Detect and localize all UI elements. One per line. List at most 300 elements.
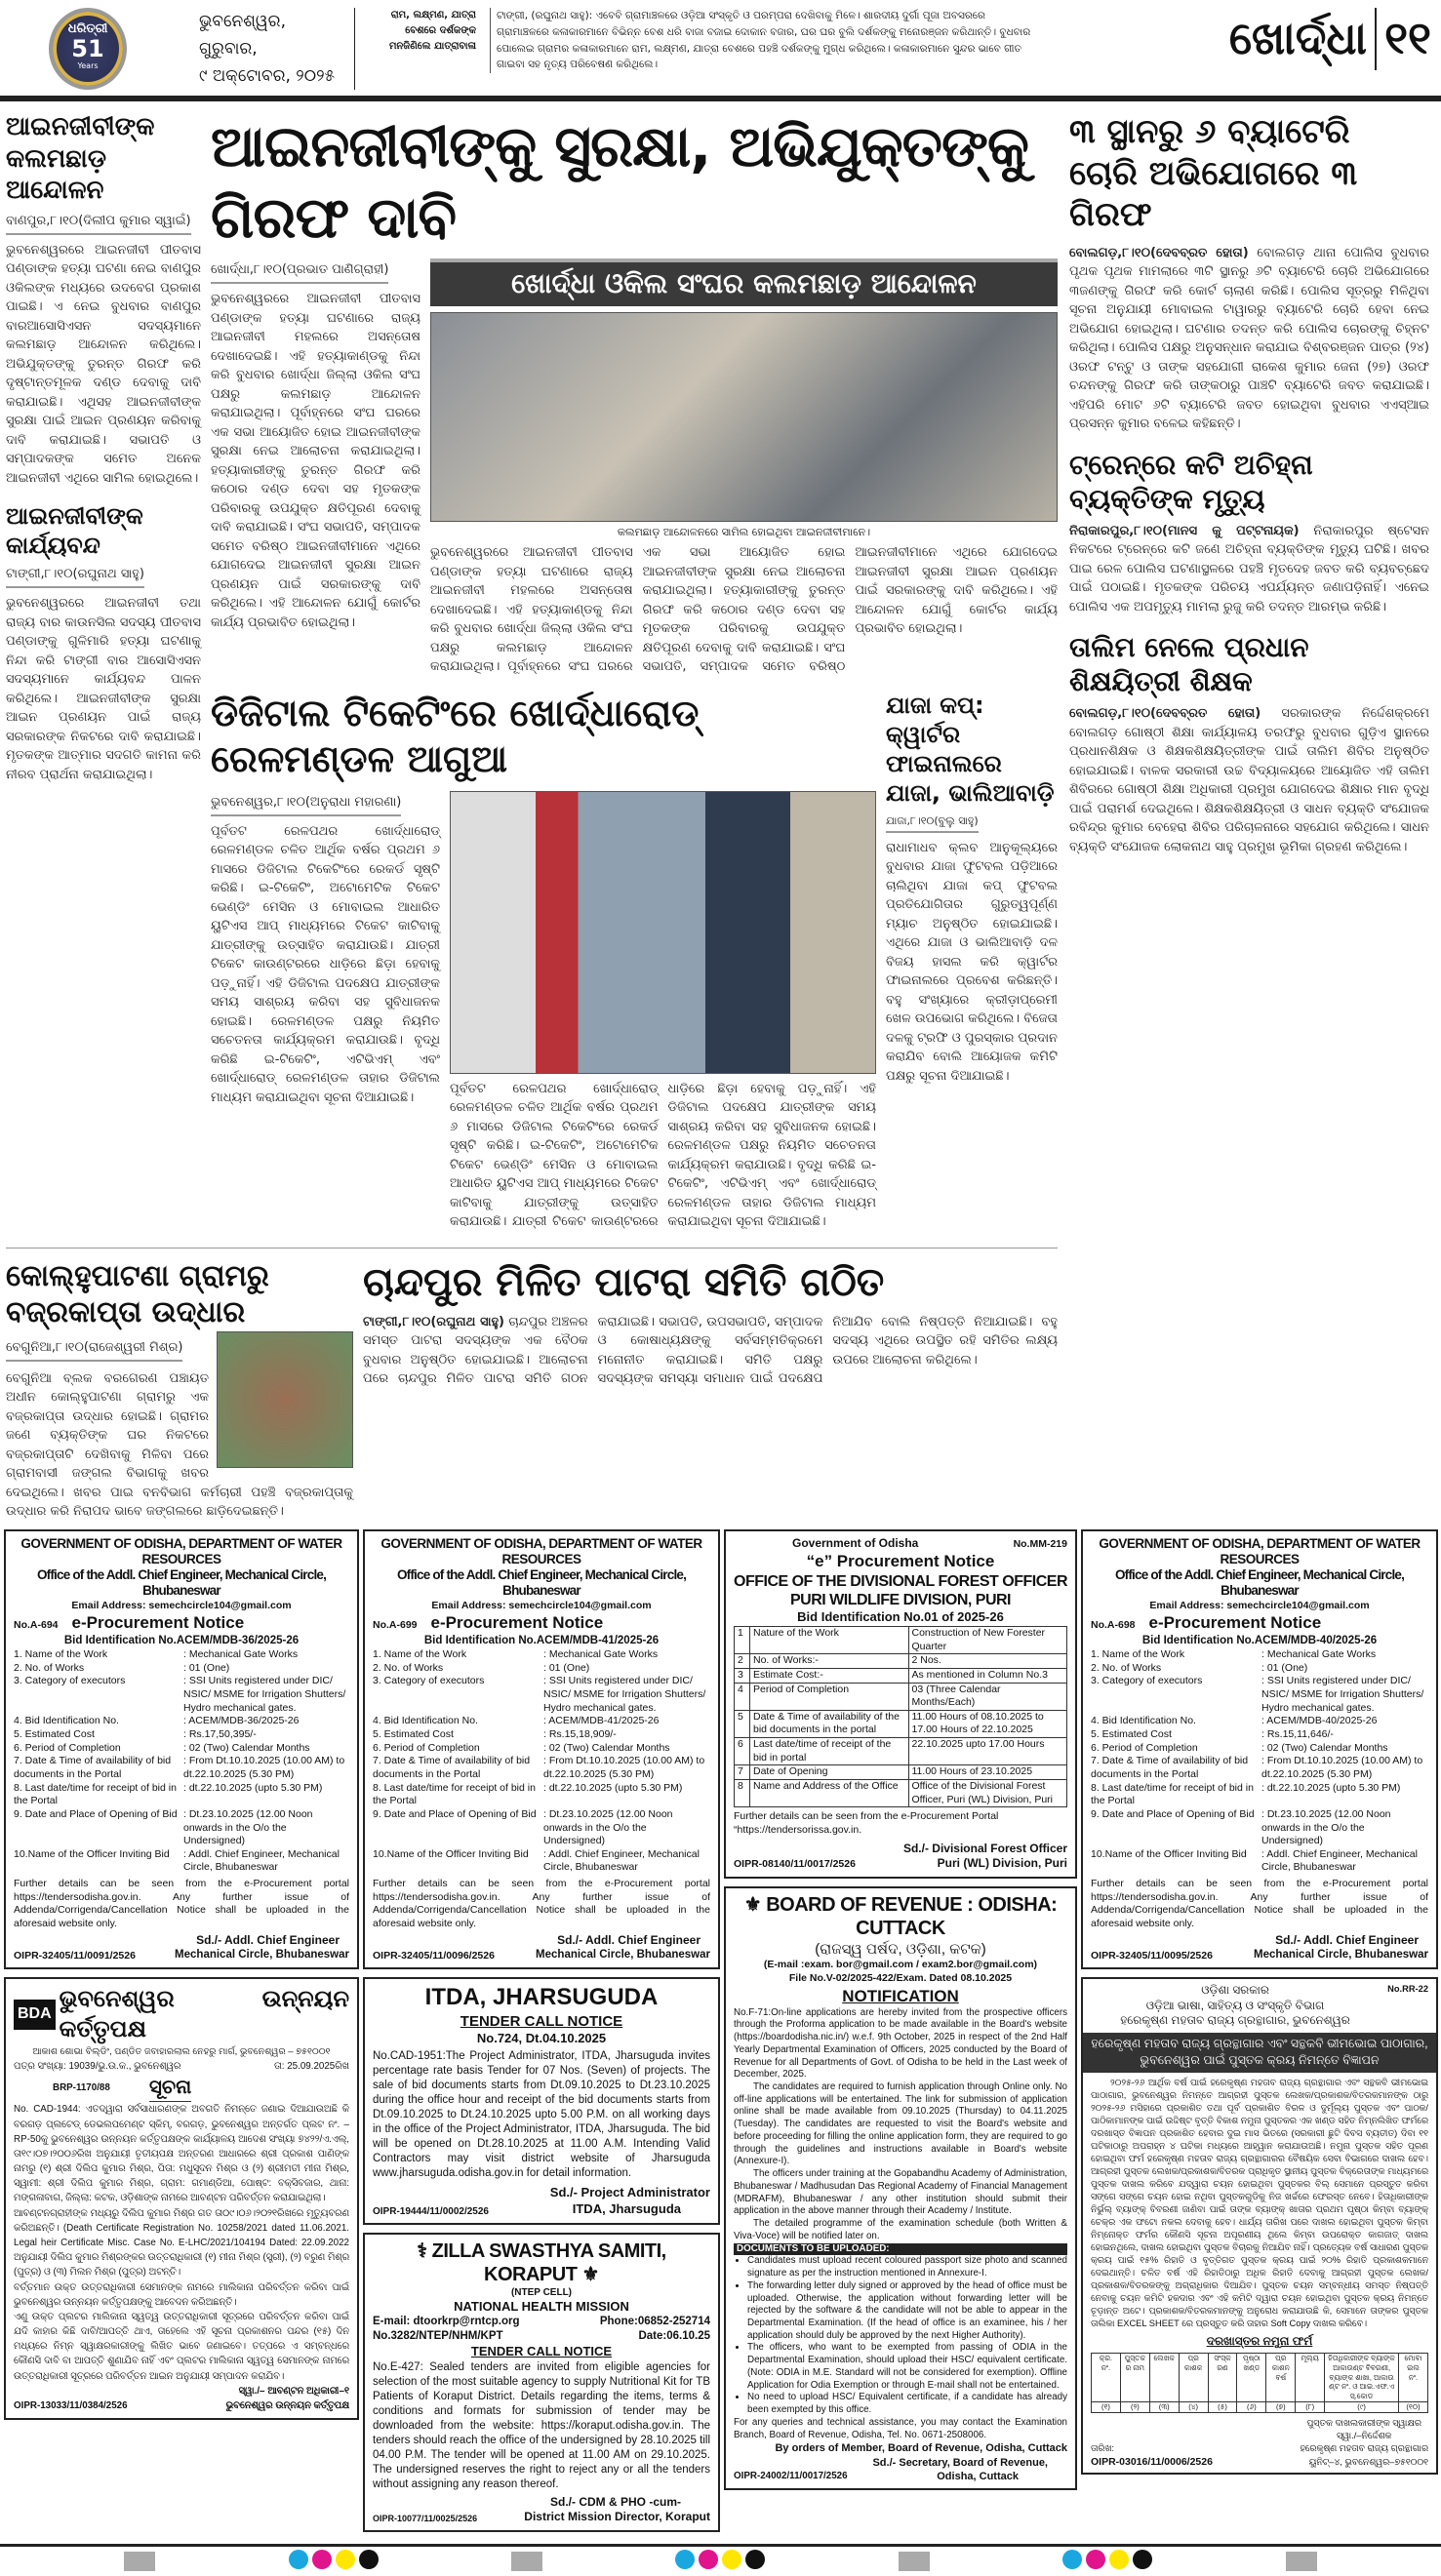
detail-label: 5. Estimated Cost bbox=[373, 1728, 454, 1741]
ad-email: Email Address: semechcircle104@gmail.com bbox=[1149, 1599, 1370, 1611]
detail-value: : Mechanical Gate Works bbox=[183, 1648, 299, 1661]
detail-label: 10.Name of the Officer Inviting Bid bbox=[1091, 1847, 1247, 1860]
ad-number: No.A-698 bbox=[1091, 1619, 1136, 1632]
tender-detail-row bbox=[373, 1662, 710, 1676]
ad-subtitle: TENDER CALL NOTICE bbox=[460, 2012, 623, 2030]
ad-office: OFFICE OF THE DIVISIONAL FOREST OFFICER bbox=[734, 1572, 1067, 1590]
black-dot bbox=[1133, 2550, 1152, 2569]
ad-applicant-sign: ପୁସ୍ତକ ଦାଖଲକାରୀଙ୍କ ସ୍ୱାକ୍ଷର bbox=[1306, 2417, 1421, 2428]
detail-label: 2. No. of Works bbox=[373, 1661, 444, 1674]
story-pangolin-rescue bbox=[6, 1258, 353, 1522]
pangolin-photo bbox=[217, 1331, 353, 1468]
table-row bbox=[735, 1683, 1067, 1710]
column-header: ସଂସ୍କରଣ bbox=[1208, 2354, 1237, 2402]
ad-paragraph: The officers under training at the Gopabandhu Academy of Administration, Bhubaneswar / Madhusudan Das Regional Academy of Financial Management (MDRAFM), Bhubaneswar / any other institution should submit their application in the above manner through their Academy / Institute. bbox=[734, 2168, 1068, 2217]
table-cell: 7 bbox=[735, 1765, 750, 1780]
ad-footer: Further details can be seen from the e-Procurement portal https://tendersodisha.gov.in. Any further issue of Addenda/Corrigenda/Cancellation Notice shall be uploaded in the aforesaid website only. bbox=[373, 1878, 710, 1930]
column-header: କ୍ର. ନଂ. bbox=[1092, 2354, 1121, 2402]
state-library-book-purchase-ad bbox=[1081, 1977, 1438, 2475]
detail-value: : 02 (Two) Calendar Months bbox=[543, 1741, 670, 1754]
black-dot bbox=[745, 2550, 765, 2569]
headline: ଯାଜା କପ୍‌: କ୍ୱାର୍ଟର ଫାଇନାଲରେ ଯାଜା, ଭାଲିଆବାଡ଼ି bbox=[886, 691, 1055, 807]
headline: କୋଲ୍ହୁପାଟଣା ଗ୍ରାମରୁ ବଜ୍ରକାପ୍ତା ଉଦ୍ଧାର bbox=[6, 1258, 269, 1330]
ad-department: ଓଡ଼ିଆ ଭାଷା, ସାହିତ୍ୟ ଓ ସଂସ୍କୃତି ବିଭାଗ bbox=[1145, 1998, 1325, 2012]
ad-paragraph: ଆବଣ୍ଟନଗ୍ରାହୀଙ୍କ ମଧ୍ୟରୁ ଦିଲିପ କୁମାର ମିଶ୍ର ଗତ ତା୦୯।୦୬।୨୦୨୧ରିଖରେ ମୃତ୍ୟୁବରଣ କରିଅଛନ୍ତି। (Death Certificate Registration No. 10258/2021 dated 11.06.2021. Legal heir Certificate Misc. Case No. E-LHC/2021/104194 Dated: 22.09.2022 ଅନୁଯାୟୀ ଦିଲିପ କୁମାର ମିଶ୍ରଙ୍କର ଉତ୍ତରାଧିକାରୀ (୧) ମୀନା ମିଶ୍ର (ସ୍ତ୍ରୀ), (୨) ବରୁଣ ମିଶ୍ର (ପୁତ୍ର) ଓ (୩) ମିଲନ ମିଶ୍ର (ପୁତ୍ର) ଅଟନ୍ତି। bbox=[14, 2207, 349, 2279]
ad-oipr: OIPR-10077/11/0025/2526 bbox=[373, 2514, 478, 2524]
issue-date bbox=[199, 8, 355, 90]
story-body: ବେଗୁନିଆ ବ୍ଲକ ବରଗେରଣ ପଞ୍ଚାୟତ ଅଧୀନ କୋଲ୍ହୁପାଟଣା ଗ୍ରାମରୁ ଏକ ବଜ୍ରକାପ୍ତା ଉଦ୍ଧାର ହୋଇଛି। ଗ୍ରାମର ଜଣେ ବ୍ୟକ୍ତିଙ୍କ ଘର ନିକଟରେ ବଜ୍ରକାପ୍ତାଟି ଦେଖିବାକୁ ମିଳିବା ପରେ ଗ୍ରାମବାସୀ ଜଙ୍ଗଲ ବିଭାଗକୁ ଖବର ଦେଇଥିଲେ। ଖବର ପାଇ ବନବିଭାଗ କର୍ମଚାରୀ ପହଞ୍ଚି ବଜ୍ରକାପ୍ତାକୁ ଉଦ୍ଧାର କରି ନିରାପଦ ଭାବେ ଜଙ୍ଗଲରେ ଛାଡ଼ିଦେଇଛନ୍ତି। bbox=[6, 1370, 353, 1520]
tender-detail-row bbox=[373, 1782, 710, 1808]
tender-detail-row bbox=[373, 1742, 710, 1756]
logo-text: ଧରିତ୍ରୀ bbox=[67, 21, 108, 36]
detail-value: : From Dt.10.10.2025 (10.00 AM) to dt.22.10.2025 (5.30 PM) bbox=[543, 1755, 705, 1780]
detail-value: : ACEM/MDB-41/2025-26 bbox=[543, 1715, 660, 1727]
detail-label: 4. Bid Identification No. bbox=[14, 1715, 119, 1727]
ad-title: e-Procurement Notice bbox=[1148, 1613, 1322, 1633]
table-row bbox=[735, 1710, 1067, 1737]
cmyk-marks bbox=[673, 2550, 767, 2573]
date-line-2: ୯ ଅକ୍ଟୋବର, ୨୦୨୫ bbox=[199, 66, 336, 86]
gray-swatch bbox=[899, 2552, 930, 2571]
table-cell: Nature of the Work bbox=[750, 1626, 909, 1653]
news-area bbox=[0, 101, 1441, 1529]
ad-body: No.E-427: Sealed tenders are invited from eligible agencies for selection of the most suitable agency to supply Nutritional Kit for TB Patients of Koraput District. Details regarding the items, terms & conditions and formats for submission of tender may be downloaded from the website: https://koraput.odisha.gov.in. The tenders should reach the office of the undersigned by 28.10.2025 till 04.00 P.M. The tender will be opened at 11.00 AM on 29.10.2025. The undersigned reserves the right to reject any or all the tenders without assigning any reason thereof. bbox=[373, 2361, 710, 2490]
ad-title: ZILLA SWASTHYA SAMITI, KORAPUT bbox=[431, 2239, 666, 2285]
column-header: ହିତାଧିକାରୀଙ୍କ ବ୍ୟାଙ୍କ ଆକାଉଣ୍ଟ ବିବରଣୀ, ବ୍ୟାଙ୍କ ଶାଖା, ଆକାଉଣ୍ଟ ନଂ. ଓ ଆଇ.ଏଫ.ଏସ୍.କୋଡ bbox=[1325, 2354, 1399, 2402]
tender-detail-row bbox=[373, 1808, 710, 1848]
tender-detail-row bbox=[1091, 1648, 1428, 1662]
ad-banner: ହରେକୃଷ୍ଣ ମହତାବ ରାଜ୍ୟ ଗ୍ରନ୍ଥାଗାର ଏବଂ ସନ୍ଥକବି ଭୀମଭୋଇ ପାଠାଗାର, ଭୁବନେଶ୍ୱର ପାଇଁ ପୁସ୍ତକ କ୍ରୟ ନିମନ୍ତେ ବିଜ୍ଞାପନ bbox=[1083, 2033, 1436, 2073]
ad-subtitle: TENDER CALL NOTICE bbox=[470, 2344, 613, 2359]
table-cell: 8 bbox=[735, 1779, 750, 1806]
detail-value: : Rs.17,50,395/- bbox=[183, 1728, 257, 1741]
story-body bbox=[363, 1313, 1058, 1389]
masthead-logo bbox=[49, 8, 127, 90]
tender-detail-row bbox=[373, 1648, 710, 1662]
photo-caption: କଲମଛାଡ଼ ଆନ୍ଦୋଳନରେ ସାମିଲ ହୋଇଥିବା ଆଇନଜୀବୀମାନେ। bbox=[617, 525, 871, 538]
table-cell: Construction of New Forester Quarter bbox=[908, 1626, 1067, 1653]
ad-title: e-Procurement Notice bbox=[430, 1613, 604, 1633]
itda-tender-ad bbox=[363, 1977, 720, 2224]
ad-brp: BRP-1170/88 bbox=[53, 2082, 110, 2094]
ads-column-1 bbox=[4, 1529, 359, 2428]
detail-value: : SSI Units registered under DIC/ NSIC/ MSME for Irrigation Shutters/ Hydro mechanical gates. bbox=[543, 1675, 706, 1714]
ad-gov: ଓଡ଼ିଶା ସରକାର bbox=[1201, 1983, 1269, 1998]
table-row bbox=[735, 1765, 1067, 1780]
ticketing-body: ପୂର୍ବତଟ ରେଳପଥର ଖୋର୍ଦ୍ଧାରୋଡ୍ ରେଳମଣ୍ଡଳ ଚଳିତ ଆର୍ଥିକ ବର୍ଷର ପ୍ରଥମ ୬ ମାସରେ ଡିଜିଟାଲ ଟିକେଟିଂରେ ରେକର୍ଡ ସୃଷ୍ଟି କରିଛି। ଇ-ଟିକେଟିଂ, ଅଟୋମେଟିକ ଟିକେଟ ଭେଣ୍ଡିଂ ମେସିନ ଓ ମୋବାଇଲ ଆଧାରିତ ୟୁଟିଏସ ଆପ୍‌ ମାଧ୍ୟମରେ ଟିକେଟ କାଟିବାକୁ ଯାତ୍ରୀଙ୍କୁ ଉତ୍ସାହିତ କରାଯାଉଛି। ଯାତ୍ରୀ ଟିକେଟ କାଉଣ୍ଟରରେ ଧାଡ଼ିରେ ଛିଡ଼ା ହେବାକୁ ପଡ଼ୁନାହିଁ। ଏହି ଡିଜିଟାଲ ପଦକ୍ଷେପ ଯାତ୍ରୀଙ୍କ ସମୟ ସାଶ୍ରୟ କରିବା ସହ ସୁବିଧାଜନକ ହୋଇଛି। ରେଳମଣ୍ଡଳ ପକ୍ଷରୁ ନିୟମିତ ସଚେତନତା କାର୍ଯ୍ୟକ୍ରମ କରାଯାଉଛି। ବୃଦ୍ଧି କରିଛି ଇ-ଟିକେଟିଂ, ଏଟିଭିଏମ୍ ଏବଂ ଖୋର୍ଦ୍ଧାରୋଡ୍ ରେଳମଣ୍ଡଳ ତାହାର ଡିଜିଟାଲ ମାଧ୍ୟମ କରାଯାଇଥିବା ସୂଚନା ଦିଆଯାଇଛି। bbox=[211, 823, 440, 1105]
detail-value: : Mechanical Gate Works bbox=[543, 1648, 659, 1661]
table-row bbox=[735, 1668, 1067, 1683]
ticketing-dateline: ଭୁବନେଶ୍ୱର,୮।୧୦(ଅନୁରାଧା ମହାରଣା) bbox=[211, 794, 401, 816]
ticket-machine-photo bbox=[450, 791, 876, 1074]
lead-banner: ଖୋର୍ଦ୍ଧା ଓକିଲ ସଂଘର କଲମଛାଡ଼ ଆନ୍ଦୋଳନ bbox=[430, 258, 1058, 306]
table-cell: 11.00 Hours of 08.10.2025 to 17.00 Hours of 22.10.2025 bbox=[908, 1710, 1067, 1737]
yellow-dot bbox=[1109, 2550, 1129, 2569]
ticketing-row bbox=[211, 691, 1058, 1232]
documents-list bbox=[734, 2255, 1067, 2417]
ad-paragraph: No. CAD-1944: ଏତଦ୍ୱାରା ସର୍ବସାଧାରଣଙ୍କ ଅବଗତି ନିମନ୍ତେ ଜଣାଇ ଦିଆଯାଉଅଛି କି ବରଗଡ଼ ପ୍ଲଟେଡ୍ ଡେଭଲପମେଣ୍ଟ ସ୍କିମ୍, ବରଗଡ଼, ଭୁବନେଶ୍ୱର ଅନ୍ତର୍ଗତ ପ୍ଲଟ ନଂ. – RP-50କୁ ଭୁବନେଶ୍ୱର ଉନ୍ନୟନ କର୍ତ୍ତୃପକ୍ଷଙ୍କ କାର୍ଯ୍ୟାଳୟ ଆଦେଶ ସଂଖ୍ୟା ୭୪୨୨/ଏ.ଏଲ୍, ତା୧୯।୦୭।୨୦୦୬ରିଖ ଅନୁଯାୟୀ ତୃତୀୟପକ୍ଷ ଅନ୍ତରଣ ଆଧାରରେ ଶ୍ରୀ ପ୍ରକାଶ ପାଣିଙ୍କ ନାମରୁ (୧) ଶ୍ରୀ ଦିଲିପ କୁମାର ମିଶ୍ର, ପିତା: ମଧୁସୂଦନ ମିଶ୍ର ଓ (୨) ଶ୍ରୀମତୀ ମୀନା ମିଶ୍ର, ସ୍ୱାମୀ: ଶ୍ରୀ ଦିଲିପ କୁମାର ମିଶ୍ର, ଗ୍ରାମ: ଗମାଣ୍ଡିଆ, ପୋଷ୍ଟ: ବକ୍ସିବଜାର, ଥାନା: ମଙ୍ଗଳାବାଗ, ଜିଲ୍ଲା: କଟକ, ଓଡ଼ିଶାଙ୍କ ନାମରେ ଆବଣ୍ଟନ ପରିବର୍ତ୍ତନ କରାଯାଇଥିଲା। bbox=[14, 2104, 349, 2204]
ad-oipr: OIPR-08140/11/0017/2526 bbox=[734, 1858, 856, 1871]
tender-detail-row bbox=[373, 1675, 710, 1715]
lead-photo-block bbox=[430, 258, 1058, 677]
detail-label: 6. Period of Completion bbox=[14, 1741, 121, 1754]
tender-detail-row bbox=[14, 1742, 349, 1756]
detail-label: 7. Date & Time of availability of bid documents in the Portal bbox=[373, 1755, 531, 1780]
upper-news bbox=[6, 111, 1058, 1232]
logo-years: 51 bbox=[71, 35, 104, 62]
detail-value: : Dt.23.10.2025 (12.00 Noon onwards in the O/o the Undersigned) bbox=[543, 1807, 673, 1847]
tender-detail-row bbox=[14, 1648, 349, 1662]
tender-detail-row bbox=[373, 1755, 710, 1781]
table-cell: 6 bbox=[735, 1738, 750, 1765]
ad-signatory: Sd./- Project Administrator bbox=[549, 2184, 710, 2200]
lower-news bbox=[6, 1248, 1058, 1522]
story-body: ଭୁବନେଶ୍ୱରରେ ଆଇନଜୀବୀ ପୀତବାସ ପଣ୍ଡାଙ୍କ ହତ୍ୟା ଘଟଣା ନେଇ ବାଣପୁର ଓକିଲଙ୍କ ମଧ୍ୟରେ ଉଦବେଗ ପ୍ରକାଶ ପାଇଛି। ଏ ନେଇ ବୁଧବାର ବାଣପୁର ବାରଆସୋସିଏସନ ସଦସ୍ୟମାନେ କଲମଛାଡ଼ ଆନ୍ଦୋଳନ କରିଥିଲେ। ଅଭିଯୁକ୍ତଙ୍କୁ ତୁରନ୍ତ ଗିରଫ କରି ଦୃଷ୍ଟାନ୍ତମୂଳକ ଦଣ୍ଡ ଦେବାକୁ ଦାବି କରାଯାଇଛି। ଏଥିସହ ଆଇନଜୀବୀଙ୍କ ସୁରକ୍ଷା ପାଇଁ ଆଇନ ପ୍ରଣୟନ କରିବାକୁ ଦାବି କରାଯାଇଛି। ସଭାପତି ଓ ସମ୍ପାଦକଙ୍କ ସମେତ ଅନେକ ଆଇନଜୀବୀ ଏଥିରେ ସାମିଲ ହୋଇଥିଲେ। bbox=[6, 242, 201, 486]
detail-label: 5. Estimated Cost bbox=[14, 1728, 95, 1741]
divider bbox=[1375, 8, 1377, 70]
ad-office: Office of the Addl. Chief Engineer, Mechanical Circle, Bhubaneswar bbox=[36, 1567, 327, 1599]
ad-date: Date:06.10.25 bbox=[638, 2330, 710, 2343]
story-teacher-training bbox=[1069, 630, 1429, 856]
story-text: ବୋଲଗଡ଼ ଥାନା ପୋଲିସ ବୁଧବାର ପୃଥକ ପୃଥକ ମାମଲାରେ ୩ଟି ସ୍ଥାନରୁ ୬ଟି ବ୍ୟାଟେରି ଚୋରି ଅଭିଯୋଗରେ ୩ଜଣଙ୍କୁ ଗିରଫ କରି କୋର୍ଟ ଚାଲାଣ କରିଛି। ପୋଲିସ ସୂତ୍ରରୁ ମିଳିଥିବା ସୂଚନା ଅନୁଯାୟୀ ମୋବାଇଲ ଟାୱାରରୁ ବ୍ୟାଟେରି ଚୋରି ହେବା ନେଇ ଅଭିଯୋଗ ହୋଇଥିଲା। ଘଟଣାର ତଦନ୍ତ କରି ପୋଲିସ ଚୋରଙ୍କୁ ଚିହ୍ନଟ କରିଥିଲା। ପୋଲିସ ପକ୍ଷରୁ ଅନୁସନ୍ଧାନ କରାଯାଇ ବିଶ୍ବରଞ୍ଜନ ପାତ୍ର (୨୪) ଓରଫ ଟନ୍ଟୁ ଓ ତାଙ୍କ ସହଯୋଗୀ ରାକେଶ କୁମାର ଜେନା (୨୭) ଓରଫ ଚନ୍ଦନଙ୍କୁ ଗିରଫ କରି ତାଙ୍କଠାରୁ ପାଞ୍ଚଟି ବ୍ୟାଟେରି ଜବତ କରାଯାଇଛି। ଏହିପରି ମୋଟ ୬ଟି ବ୍ୟାଟେରି ଜବତ ହୋଇଥିବା ବୁଧବାର ଏଏସ୍‌ଆଇ ପ୍ରସନ୍ନ କୁମାର ବଳେଇ କହିଛନ୍ତି। bbox=[1069, 245, 1429, 431]
tender-detail-row bbox=[1091, 1782, 1428, 1808]
ad-ref: ପତ୍ର ସଂଖ୍ୟା: 19039/ଭୁ.ଉ.କ., ଭୁବନେଶ୍ୱର bbox=[14, 2061, 181, 2073]
lawyers-protest-photo bbox=[430, 312, 1058, 522]
masthead bbox=[0, 0, 1441, 96]
story-text: ସରକାରଙ୍କ ନିର୍ଦ୍ଦେଶକ୍ରମେ ବୋଲଗଡ଼ ଗୋଷ୍ଠୀ ଶିକ୍ଷା କାର୍ଯ୍ୟାଳୟ ତରଫରୁ ବୁଧବାର ଗୁଡ଼ିଏ ସ୍ଥାନରେ ପ୍ରଧାନଶିକ୍ଷକ ଓ ଶିକ୍ଷକଶିକ୍ଷୟିତ୍ରୀଙ୍କ ପାଇଁ ତାଲିମ ଶିବିର ଅନୁଷ୍ଠିତ ହୋଇଯାଇଛି। ବାଳକ ସରକାରୀ ଉଚ୍ଚ ବିଦ୍ୟାଳୟରେ ଆୟୋଜିତ ଏହି ତାଲିମ ଶିବିରରେ ଗୋଷ୍ଠୀ ଶିକ୍ଷା ଅଧିକାରୀ ପ୍ରମୁଖ ଯୋଗଦେଇ ଶିକ୍ଷାର ମାନ ବୃଦ୍ଧି ପାଇଁ ପରାମର୍ଶ ଦେଇଥିଲେ। ଶିକ୍ଷକଶିକ୍ଷୟିତ୍ରୀ ଓ ସାଧନ ବ୍ୟକ୍ତି ସଂଯୋଜକ ରବିନ୍ଦ୍ର କୁମାର ବେହେରା ଶିବିର ପରିଚାଳନାରେ ସହଯୋଗ କରିଥିଲେ। ସାଧନ ବ୍ୟକ୍ତି ସଂଯୋଜକ ଲୋକନାଥ ସାହୁ ପ୍ରମୁଖ ଭୂମିକା ଗ୍ରହଣ କରିଥିଲେ। bbox=[1069, 706, 1429, 854]
water-resources-tender-ad bbox=[4, 1529, 359, 1969]
story-lawyers-strike-tangi bbox=[6, 501, 201, 784]
ads-area bbox=[0, 1529, 1441, 2540]
ad-footer: Further details can be seen from the e-Procurement Portal “https://tendersorissa.gov.in. bbox=[734, 1810, 999, 1836]
column-header: ପୃଷ୍ଠା ଖଣ୍ଡ bbox=[1237, 2354, 1266, 2402]
ad-number: No.A-699 bbox=[373, 1619, 418, 1632]
forest-procurement-ad bbox=[724, 1529, 1077, 1879]
ads-column-2 bbox=[363, 1529, 720, 2540]
ad-body: ୨୦୨୫-୨୬ ଆର୍ଥିକ ବର୍ଷ ପାଇଁ ହରେକୃଷ୍ଣ ମହତାବ ରାଜ୍ୟ ଗ୍ରନ୍ଥାଗାର ଏବଂ ସନ୍ଥକବି ଭୀମଭୋଇ ପାଠାଗାର, ଭୁବନେଶ୍ୱର ନିମନ୍ତେ ଆଗ୍ରହୀ ପୁସ୍ତକ ଲେଖକ/ପ୍ରକାଶକ/ବିତରକମାନଙ୍କ ଠାରୁ ୨୦୨୫-୨୬ ମସିହାରେ ପ୍ରକାଶିତ ତଥା ପୂର୍ବ ପ୍ରକାଶିତ ବିରଳ ଓ ଦୁର୍ମୂଲ୍ୟ ପୁସ୍ତକ ଏବଂ ପାଠକ/ପାଠିକାମାନଙ୍କ ପାଇଁ ଉଦ୍ଦିଷ୍ଟ ବୃତ୍ତି ବିକାଶ ନମୁନା ପୁସ୍ତକର ଏକ ଖଣ୍ଡ ସହିତ ନିମ୍ନଲିଖିତ ଫର୍ମରେ ଦରଖାସ୍ତ ବିଜ୍ଞାପନ ପ୍ରକାଶିତ ହେବାର ଦୁଇ ମାସ ଭିତରେ (ସରକାରୀ ଛୁଟି ଦିବସ ବ୍ୟତୀତ) ଦିବା ୧୧ ଘଟିକାଠାରୁ ଅପରାହ୍ନ ୪ ଘଟିକା ମଧ୍ୟରେ ଆହ୍ୱାନ କରାଯାଉଅଛି। ନମୁନା ପୁସ୍ତକ ସହିତ ପୂରଣ ହୋଇଥିବା ଫର୍ମ ହରେକୃଷ୍ଣ ମହତାବ ରାଜ୍ୟ ଗ୍ରନ୍ଥାଗାରର ବୈଷୟିକ ସେବା ବିଭାଗରେ ଦାଖଲ ହେବ। ଆଗ୍ରହୀ ପୁସ୍ତକ ଲେଖକ/ପ୍ରକାଶକ/ବିତରକ ପ୍ରାଧିକୃତ ସ୍ଥାନୀୟ ପୁସ୍ତକ ବିକ୍ରେତାଙ୍କ ମାଧ୍ୟମରେ ପୁସ୍ତକ ଦାଖଲ କରିବେ ଯଦ୍ୱାରା ଚୟନ ହୋଇଥିବା ପୁସ୍ତକର ବିଲ୍ ସେମାନେ ପ୍ରସ୍ତୁତ କରିବା ସଙ୍ଗେ ସଙ୍ଗେ ଚୟନ ହୋଇ ନଥିବା ପୁସ୍ତକଗୁଡିକୁ ନିଜ ଖର୍ଚ୍ଚରେ ଫେରସ୍ତ ନେବେ। ହିତାଧିକାରୀଙ୍କ ନିର୍ଭୁଲ୍ ବ୍ୟାଙ୍କ୍ ବିବରଣୀ ଜାଣିବା ପାଇଁ ତାଙ୍କ ବ୍ୟାଙ୍କ୍ ଖାତାର ପ୍ରଥମ ପୃଷ୍ଠା କିମ୍ବା ବ୍ୟାଙ୍କ୍ ଚେକ୍‌ର ଏକ ଫଟୋ ନକଲ ଦେବାକୁ ହେବ। ଧାର୍ଯ୍ୟ ତାରିଖ ପରେ ଦାଖଲ ହୋଇଥିବା ପୁସ୍ତକ କିମ୍ବା ନିମ୍ନୋକ୍ତ ଫର୍ମର କୌଣସି ସୂଚନା ଅପୂରଣୀୟ ଥିଲେ କିମ୍ବା ଉପରୋକ୍ତ କାଗଜାତ୍ ଦାଖଲ ହୋଇନଥିଲେ, ଦାଖଲ ହୋଇଥିବା ପୁସ୍ତକ ବିଚାରକୁ ନିଆଯିବ ନାହିଁ। ପ୍ରତ୍ୟେକ ବର୍ଷ ସାଧାରଣ ପୁସ୍ତକ କ୍ରୟ ପାଇଁ ୧୫% ରିହାତି ଓ ବୃତ୍ତିଗତ ପୁସ୍ତକ କ୍ରୟ ପାଇଁ ୨୦% ରିହାତି ପ୍ରକାଶକମାନେ ଦେଇଥାନ୍ତି। ଚଳିତ ବର୍ଷ ଏହି ରିହାତିଠାରୁ ଅଧିକ ରିହାତି ଦେବାକୁ ଆଗ୍ରହୀ ପୁସ୍ତକ ଲେଖକ/ପ୍ରକାଶକ/ବିତରକଙ୍କୁ ଅଗ୍ରାଧିକାର ଦିଆଯିବ। ପୁସ୍ତକ ଚୟନ ସମ୍ବନ୍ଧୀୟ ସମସ୍ତ ନିଷ୍ପତ୍ତି ନେବାକୁ ଚୟନ କମିଟି ହକଦାର ଏବଂ ଏହି କମିଟି ଦ୍ୱାରା ଚୟନ ହୋଇଥିବା ପୁସ୍ତକ କ୍ରୟ ନିମନ୍ତେ ଚୂଡ଼ାନ୍ତ ଅଟେ। ପ୍ରକାଶକ/ବିତରକମାନଙ୍କୁ ଅନୁରୋଧ କରାଯାଉଛି କି, ସେମାନେ ତାଙ୍କର ପୁସ୍ତକ ତାଲିକା EXCEL SHEET ରେ ପ୍ରସ୍ତୁତ କରି ତାହାର Soft Copy ଦାଖଲ କରିବେ। bbox=[1091, 2077, 1428, 2329]
detail-value: : Dt.23.10.2025 (12.00 Noon onwards in the O/o the Undersigned) bbox=[1261, 1807, 1391, 1847]
news-left-center bbox=[6, 111, 1058, 1522]
story-battery-theft bbox=[1069, 111, 1429, 434]
column-header: ପ୍ରକାଶନ ବର୍ଷ bbox=[1266, 2354, 1296, 2402]
table-cell: 22.10.2025 upto 17.00 Hours bbox=[908, 1738, 1067, 1765]
ad-signatory-office: ଭୁବନେଶ୍ୱର ଉନ୍ନୟନ କର୍ତ୍ତୃପକ୍ଷ bbox=[225, 2399, 349, 2411]
tender-detail-row bbox=[1091, 1728, 1428, 1742]
story-body bbox=[1069, 704, 1429, 856]
ad-form-title: ଦରଖାସ୍ତର ନମୁନା ଫର୍ମ bbox=[1206, 2334, 1313, 2349]
detail-label: 4. Bid Identification No. bbox=[373, 1715, 478, 1727]
document-item: • No need to upload HSC/ Equivalent certificate, if a candidate has already been exempted by this office. bbox=[747, 2392, 1067, 2416]
tender-detail-row bbox=[1091, 1675, 1428, 1715]
column-number: (୪) bbox=[1179, 2401, 1208, 2412]
ad-department: GOVERNMENT OF ODISHA, DEPARTMENT OF WATER RESOURCES bbox=[20, 1535, 342, 1566]
ad-date: ତା: 25.09.2025ରିଖ bbox=[273, 2061, 349, 2073]
detail-value: : dt.22.10.2025 (upto 5.30 PM) bbox=[543, 1781, 683, 1794]
detail-value: : ACEM/MDB-36/2025-26 bbox=[183, 1715, 300, 1727]
column-number: (୩) bbox=[1149, 2401, 1179, 2412]
column-number: (୨) bbox=[1120, 2401, 1149, 2412]
ad-signatory-office: District Mission Director, Koraput bbox=[524, 2510, 710, 2524]
ad-paragraph: The candidates are required to furnish application through Online only. No off-line applications will be entertained. The link for submission of application online shall be made available from 09.10.2025 (Thursday) to 04.11.2025 (Tuesday). The candidates are requested to visit the Board's website and before proceeding for filling the online application form, they are required to go through the guidelines and instructions available in Board's website (Annexure-I). bbox=[734, 2081, 1067, 2167]
story-jaja-cup bbox=[886, 691, 1058, 1232]
tender-detail-row bbox=[14, 1808, 349, 1848]
ad-signatory: Sd./- Addl. Chief Engineer bbox=[557, 1932, 700, 1947]
lead-story bbox=[211, 258, 1058, 677]
ad-address: ୟୁନିଟ୍–୪, ଭୁବନେଶ୍ୱର–୭୫୧୦୦୧ bbox=[1308, 2457, 1428, 2468]
table-row bbox=[1092, 2401, 1428, 2412]
detail-value: : From Dt.10.10.2025 (10.00 AM) to dt.22.10.2025 (5.30 PM) bbox=[1261, 1755, 1423, 1780]
table-cell: Last date/time of receipt of the bid in portal bbox=[750, 1738, 909, 1765]
ad-signatory: Sd./- Addl. Chief Engineer bbox=[1275, 1932, 1419, 1947]
tender-detail-row bbox=[373, 1728, 710, 1742]
table-row bbox=[735, 1738, 1067, 1765]
detail-label: 8. Last date/time for receipt of bid in the Portal bbox=[14, 1781, 177, 1807]
ad-contact: For any queries and technical assistance, you may contact the Examination Branch, Board of Revenue, Odisha, Tel. No. 0671-2508006. bbox=[734, 2416, 1067, 2440]
column-number: (୧) bbox=[1092, 2401, 1121, 2412]
ad-cell: (NTEP CELL) bbox=[510, 2286, 573, 2298]
tender-detail-row bbox=[14, 1675, 349, 1715]
ad-email: (E-mail :exam. bor@gmail.com / exam2.bor@gmail.com) bbox=[763, 1959, 1038, 1971]
ad-bid-id: Bid Identification No.ACEM/MDB-40/2025-26 bbox=[1141, 1635, 1378, 1647]
table-cell: As mentioned in Column No.3 bbox=[908, 1668, 1067, 1683]
black-dot bbox=[359, 2550, 379, 2569]
column-header: ପୁସ୍ତକର ନାମ bbox=[1120, 2354, 1149, 2402]
story-body: ଭୁବନେଶ୍ୱରରେ ଆଇନଜୀବୀ ତଥା ରାଜ୍ୟ ବାର କାଉନସିଲ ସଦସ୍ୟ ପୀତବାସ ପଣ୍ଡାଙ୍କୁ ଗୁଳିମାରି ହତ୍ୟା ଘଟଣାକୁ ନିନ୍ଦା କରି ଟାଙ୍ଗୀ ବାର ଆସୋସିଏସନ ସଦସ୍ୟମାନେ କାର୍ଯ୍ୟବନ୍ଦ ପାଳନ କରିଥିଲେ। ଆଇନଜୀବୀଙ୍କ ସୁରକ୍ଷା ଆଇନ ପ୍ରଣୟନ ପାଇଁ ରାଜ୍ୟ ସରକାରଙ୍କ ନିକଟରେ ଦାବି କରାଯାଇଛି। ମୃତକଙ୍କ ଆତ୍ମାର ସଦଗତି କାମନା କରି ନୀରବ ପ୍ରାର୍ଥନା କରାଯାଇଥିଲା। bbox=[6, 596, 201, 782]
section-header bbox=[1050, 8, 1431, 70]
document-item: • The officers, who want to be exempted from passing of ODIA in the Departmental Examination, should upload their HSC/ equivalent certificate. (Note: ODIA in M.E. Standard will not be considered for exemption). Offline Application for Odia Exemption or through E-mail shall not be entertained. bbox=[747, 2342, 1067, 2392]
detail-label: 1. Name of the Work bbox=[373, 1648, 467, 1661]
story-patra-committee bbox=[363, 1258, 1058, 1522]
tender-detail-row bbox=[1091, 1808, 1428, 1848]
ad-oipr: OIPR-32405/11/0091/2526 bbox=[14, 1949, 136, 1962]
story-train-death bbox=[1069, 448, 1429, 617]
board-of-revenue-notification-ad bbox=[724, 1886, 1077, 2490]
ticketing-body-continued: ପୂର୍ବତଟ ରେଳପଥର ଖୋର୍ଦ୍ଧାରୋଡ୍ ରେଳମଣ୍ଡଳ ଚଳିତ ଆର୍ଥିକ ବର୍ଷର ପ୍ରଥମ ୬ ମାସରେ ଡିଜିଟାଲ ଟିକେଟିଂରେ ରେକର୍ଡ ସୃଷ୍ଟି କରିଛି। ଇ-ଟିକେଟିଂ, ଅଟୋମେଟିକ ଟିକେଟ ଭେଣ୍ଡିଂ ମେସିନ ଓ ମୋବାଇଲ ଆଧାରିତ ୟୁଟିଏସ ଆପ୍‌ ମାଧ୍ୟମରେ ଟିକେଟ କାଟିବାକୁ ଯାତ୍ରୀଙ୍କୁ ଉତ୍ସାହିତ କରାଯାଉଛି। ଯାତ୍ରୀ ଟିକେଟ କାଉଣ୍ଟରରେ ଧାଡ଼ିରେ ଛିଡ଼ା ହେବାକୁ ପଡ଼ୁନାହିଁ। ଏହି ଡିଜିଟାଲ ପଦକ୍ଷେପ ଯାତ୍ରୀଙ୍କ ସମୟ ସାଶ୍ରୟ କରିବା ସହ ସୁବିଧାଜନକ ହୋଇଛି। ରେଳମଣ୍ଡଳ ପକ୍ଷରୁ ନିୟମିତ ସଚେତନତା କାର୍ଯ୍ୟକ୍ରମ କରାଯାଉଛି। ବୃଦ୍ଧି କରିଛି ଇ-ଟିକେଟିଂ, ଏଟିଭିଏମ୍ ଏବଂ ଖୋର୍ଦ୍ଧାରୋଡ୍ ରେଳମଣ୍ଡଳ ତାହାର ଡିଜିଟାଲ ମାଧ୍ୟମ କରାଯାଇଥିବା ସୂଚନା ଦିଆଯାଇଛି। bbox=[450, 1081, 876, 1230]
column-number: (୯) bbox=[1325, 2401, 1399, 2412]
gray-swatch bbox=[1286, 2552, 1317, 2571]
detail-label: 8. Last date/time for receipt of bid in the Portal bbox=[373, 1781, 536, 1807]
ad-oipr: OIPR-13033/11/0384/2526 bbox=[14, 2399, 128, 2411]
detail-value: : 02 (Two) Calendar Months bbox=[183, 1741, 310, 1754]
table-cell: 03 (Three Calendar Months/Each) bbox=[908, 1683, 1067, 1710]
ad-oipr: OIPR-32405/11/0096/2526 bbox=[373, 1949, 495, 1962]
table-cell: No. of Works:- bbox=[750, 1654, 909, 1669]
table-cell: 4 bbox=[735, 1683, 750, 1710]
left-column bbox=[6, 111, 201, 1232]
lead-body: ଭୁବନେଶ୍ୱରରେ ଆଇନଜୀବୀ ପୀତବାସ ପଣ୍ଡାଙ୍କ ହତ୍ୟା ଘଟଣାରେ ରାଜ୍ୟ ଆଇନଜୀବୀ ମହଲରେ ଅସନ୍ତୋଷ ଦେଖାଦେଇଛି। ଏହି ହତ୍ୟାକାଣ୍ଡକୁ ନିନ୍ଦା କରି ବୁଧବାର ଖୋର୍ଦ୍ଧା ଜିଲ୍ଲା ଓକିଲ ସଂଘ ପକ୍ଷରୁ କଲମଛାଡ଼ ଆନ୍ଦୋଳନ କରାଯାଇଥିଲା। ପୂର୍ବାହ୍ନରେ ସଂଘ ଘରରେ ଏକ ସଭା ଆୟୋଜିତ ହୋଇ ଆଇନଜୀବୀଙ୍କ ସୁରକ୍ଷା ନେଇ ଆଲୋଚନା କରାଯାଇଥିଲା। ହତ୍ୟାକାରୀଙ୍କୁ ତୁରନ୍ତ ଗିରଫ କରି କଠୋର ଦଣ୍ଡ ଦେବା ସହ ମୃତକଙ୍କ ପରିବାରକୁ ଉପଯୁକ୍ତ କ୍ଷତିପୂରଣ ଦେବାକୁ ଦାବି କରାଯାଇଛି। ସଂଘ ସଭାପତି, ସମ୍ପାଦକ ସମେତ ବରିଷ୍ଠ ଆଇନଜୀବୀମାନେ ଏଥିରେ ଯୋଗଦେଇ ଆଇନଜୀବୀ ସୁରକ୍ଷା ଆଇନ ପ୍ରଣୟନ ପାଇଁ ସରକାରଙ୍କୁ ଦାବି କରିଥିଲେ। ଏହି ଆନ୍ଦୋଳନ ଯୋଗୁଁ କୋର୍ଟର କାର୍ଯ୍ୟ ପ୍ରଭାବିତ ହୋଇଥିଲା। bbox=[211, 292, 420, 630]
ad-signatory-office: Puri (WL) Division, Puri bbox=[937, 1856, 1067, 1871]
detail-label: 6. Period of Completion bbox=[373, 1741, 480, 1754]
odisha-emblem-icon: ⚜ bbox=[581, 2263, 599, 2285]
tender-detail-row bbox=[373, 1848, 710, 1875]
detail-value: : 01 (One) bbox=[543, 1661, 590, 1674]
ad-office: Office of the Addl. Chief Engineer, Mechanical Circle, Bhubaneswar bbox=[1114, 1567, 1405, 1599]
health-emblem-icon: ⚕ bbox=[417, 2239, 427, 2262]
section-name: ଖୋର୍ଦ୍ଧା bbox=[1228, 12, 1368, 65]
detail-value: : Mechanical Gate Works bbox=[1261, 1648, 1377, 1661]
tender-detail-row bbox=[14, 1662, 349, 1676]
detail-label: 6. Period of Completion bbox=[1091, 1741, 1198, 1754]
tender-detail-row bbox=[1091, 1662, 1428, 1676]
detail-value: : dt.22.10.2025 (upto 5.30 PM) bbox=[183, 1781, 323, 1794]
ad-office: Office of the Addl. Chief Engineer, Mechanical Circle, Bhubaneswar bbox=[396, 1567, 687, 1599]
story-text: ନିରାକାରପୁର ଷ୍ଟେସନ ନିକଟରେ ଟ୍ରେନ୍‌ରେ କଟି ଜଣେ ଅଚିହ୍ନା ବ୍ୟକ୍ତିଙ୍କ ମୃତ୍ୟୁ ଘଟିଛି। ଖବର ପାଇ ରେଳ ପୋଲିସ ଘଟଣାସ୍ଥଳରେ ପହଞ୍ଚି ମୃତଦେହ ଜବତ କରି ବ୍ୟବଚ୍ଛେଦ ପାଇଁ ପଠାଇଛି। ମୃତକଙ୍କ ପରିଚୟ ଏପର୍ଯ୍ୟନ୍ତ ଜଣାପଡ଼ିନାହିଁ। ଏନେଇ ପୋଲିସ ଏକ ଅପମୃତ୍ୟୁ ମାମଲା ରୁଜୁ କରି ତଦନ୍ତ ଆରମ୍ଭ କରିଛି। bbox=[1069, 523, 1429, 614]
ad-order: By orders of Member, Board of Revenue, Odisha, Cuttack bbox=[775, 2442, 1067, 2455]
dateline: ଟାଙ୍ଗୀ,୮।୧୦(ରଘୁନାଥ ସାହୁ) bbox=[6, 566, 144, 588]
ad-oipr: OIPR-19444/11/0002/2526 bbox=[373, 2205, 489, 2217]
column-number: (୬) bbox=[1237, 2401, 1266, 2412]
ad-signatory: Sd./- CDM & PHO -cum- bbox=[550, 2494, 681, 2509]
lead-dateline: ଖୋର୍ଦ୍ଧା,୮।୧୦(ପ୍ରଭାତ ପାଣିଗ୍ରାହୀ) bbox=[211, 261, 388, 284]
ad-office: ହରେକୃଷ୍ଣ ମହତାବ ରାଜ୍ୟ ଗ୍ରନ୍ଥାଗାର, ଭୁବନେଶ୍ୱର bbox=[1120, 2013, 1350, 2028]
table-cell: Period of Completion bbox=[750, 1683, 909, 1710]
headline: ଚାନ୍ଦପୁର ମିଳିତ ପାଟରା ସମିତି ଗଠିତ bbox=[363, 1259, 885, 1305]
detail-label: 9. Date and Place of Opening of Bid bbox=[14, 1807, 178, 1820]
document-item: • The forwarding letter duly signed or approved by the head of office must be uploaded. Otherwise, the application without forwarding letter will be rejected by the software & the candidate will not be able to appear in the Departmental Examination. (If the head of office is an examinee, his / her application should duly be approved by the next Higher Authority). bbox=[747, 2280, 1067, 2343]
headline: ୩ ସ୍ଥାନରୁ ୬ ବ୍ୟାଟେରି ଚୋରି ଅଭିଯୋଗରେ ୩ ଗିରଫ bbox=[1069, 112, 1358, 234]
story-lawyers-penstrike-banapur bbox=[6, 111, 201, 488]
document-item: • Candidates must upload recent coloured passport size photo and scanned signature as per the instruction mentioned in Annexure-I. bbox=[747, 2255, 1067, 2279]
ad-odia-title: (ରାଜସ୍ୱ ପର୍ଷଦ, ଓଡ଼ିଶା, କଟକ) bbox=[815, 1940, 986, 1958]
magenta-dot bbox=[1086, 2550, 1105, 2569]
headline: ଟ୍ରେନ୍‌ରେ କଟି ଅଚିହ୍ନା ବ୍ୟକ୍ତିଙ୍କ ମୃତ୍ୟୁ bbox=[1069, 448, 1313, 515]
column-number: (୮) bbox=[1296, 2401, 1325, 2412]
table-cell: Date of Opening bbox=[750, 1765, 909, 1780]
ad-mission: NATIONAL HEALTH MISSION bbox=[454, 2298, 629, 2314]
ad-title: ଭୁବନେଶ୍ୱର ଉନ୍ନୟନ କର୍ତ୍ତୃପକ୍ଷ bbox=[59, 1986, 349, 2043]
ad-signatory-office: Odisha, Cuttack bbox=[937, 2470, 1019, 2482]
table-cell: 1 bbox=[735, 1626, 750, 1653]
ad-body: No.CAD-1951:The Project Administrator, ITDA, Jharsuguda invites percentage rate basis Tender for 07 Nos. (Seven) of projects. The sale of bid documents starts from Dt.09.10.2025 to Dt.23.10.2025 during the office hour and receipt of the bid documents starts from Dt.09.10.2025 to Dt.24.10.2025 upto 5.00 P.M. on all working days in the office of the Project Administrator, ITDA, Jharsuguda. The bid will be opened on Dt.28.10.2025 at 11.00 A.M. Intending Valid Contractors may visit district website of Jharsuguda www.jharsuguda.odisha.gov.in for detail information. bbox=[373, 2050, 710, 2179]
ad-title: “e” Procurement Notice bbox=[806, 1552, 995, 1571]
detail-label: 9. Date and Place of Opening of Bid bbox=[1091, 1807, 1255, 1820]
detail-label: 3. Category of executors bbox=[1091, 1675, 1203, 1687]
bda-logo-icon: BDA bbox=[14, 2000, 56, 2030]
ad-oipr: OIPR-24002/11/0017/2526 bbox=[734, 2471, 848, 2482]
detail-label: 2. No. of Works bbox=[14, 1661, 85, 1674]
page-number: ୧୧ bbox=[1384, 12, 1431, 65]
dateline: ନିରାକାରପୁର,୮।୧୦(ମାନସ କୁ ପଟ୍ଟନାୟକ) bbox=[1069, 523, 1300, 538]
table-cell: Date & Time of availability of the bid documents in the portal bbox=[750, 1710, 909, 1737]
ad-title: ITDA, JHARSUGUDA bbox=[424, 1984, 659, 2011]
tender-detail-row bbox=[14, 1755, 349, 1781]
application-form-table bbox=[1091, 2353, 1428, 2413]
detail-label: 1. Name of the Work bbox=[1091, 1648, 1185, 1661]
tender-detail-row bbox=[14, 1848, 349, 1875]
detail-value: : From Dt.10.10.2025 (10.00 AM) to dt.22.10.2025 (5.30 PM) bbox=[183, 1755, 345, 1780]
ad-bid-id: Bid Identification No.01 of 2025-26 bbox=[797, 1609, 1004, 1625]
tender-detail-row bbox=[1091, 1715, 1428, 1728]
right-column bbox=[1069, 111, 1429, 1522]
detail-value: : 02 (Two) Calendar Months bbox=[1261, 1741, 1388, 1754]
ad-footer: Further details can be seen from the e-Procurement portal https://tendersodisha.gov.in. Any further issue of Addenda/Corrigenda/Cancellation Notice shall be uploaded in the aforesaid website only. bbox=[14, 1878, 349, 1930]
cyan-dot bbox=[1062, 2550, 1082, 2569]
column-number: (୫) bbox=[1208, 2401, 1237, 2412]
ad-signatory-office: ITDA, Jharsuguda bbox=[572, 2200, 681, 2216]
tender-detail-row bbox=[1091, 1755, 1428, 1781]
ad-paragraph: ବର୍ତ୍ତମାନ ଉକ୍ତ ଉତ୍ତରାଧିକାରୀ ସେମାନଙ୍କ ନାମରେ ମାଲିକାନା ପରିବର୍ତ୍ତନ କରିବା ପାଇଁ ଭୁବନେଶ୍ୱର ଉନ୍ନୟନ କର୍ତ୍ତୃପକ୍ଷଙ୍କୁ ଆବେଦନ କରିଅଛନ୍ତି। bbox=[14, 2281, 349, 2308]
table-cell: 5 bbox=[735, 1710, 750, 1737]
dateline: ଯାଜା,୮।୧୦(ବୁଲୁ ସାହୁ) bbox=[886, 813, 979, 833]
ad-oipr: OIPR-03016/11/0006/2526 bbox=[1091, 2455, 1213, 2468]
table-cell: Estimate Cost:- bbox=[750, 1668, 909, 1683]
headline: ଆଇନଜୀବୀଙ୍କ କଲମଛାଡ଼ ଆନ୍ଦୋଳନ bbox=[6, 112, 155, 205]
ad-address: ଆକାଶ ଶୋଭା ବିଲ୍ଡିଂ, ପଣ୍ଡିତ ଜବାହାରଲାଲ ନେହରୁ ମାର୍ଗ, ଭୁବନେଶ୍ୱର – ୭୫୧୦୦୧ bbox=[32, 2045, 331, 2057]
column-number: (୭) bbox=[1266, 2401, 1296, 2412]
center-column bbox=[211, 111, 1058, 1232]
ad-number: No.MM-219 bbox=[1013, 1537, 1067, 1550]
ad-title: BOARD OF REVENUE : ODISHA: CUTTACK bbox=[766, 1893, 1058, 1939]
detail-value: : Rs.15,18,909/- bbox=[543, 1728, 617, 1741]
detail-value: : SSI Units registered under DIC/ NSIC/ MSME for Irrigation Shutters/ Hydro mechanical gates. bbox=[183, 1675, 346, 1714]
story-body bbox=[1069, 244, 1429, 434]
detail-label: 9. Date and Place of Opening of Bid bbox=[373, 1807, 537, 1820]
table-cell: 2 Nos. bbox=[908, 1654, 1067, 1669]
cmyk-marks bbox=[287, 2550, 380, 2573]
ad-signatory-office: Mechanical Circle, Bhubaneswar bbox=[175, 1949, 349, 1962]
ad-signatory: Sd./- Divisional Forest Officer bbox=[902, 1841, 1067, 1855]
ad-signatory-office: Mechanical Circle, Bhubaneswar bbox=[536, 1949, 710, 1962]
lead-headline: ଆଇନଜୀବୀଙ୍କୁ ସୁରକ୍ଷା, ଅଭିଯୁକ୍ତଙ୍କୁ ଗିରଫ ଦାବି bbox=[211, 113, 1028, 251]
ad-division: PURI WILDLIFE DIVISION, PURI bbox=[789, 1591, 1011, 1608]
detail-value: : Rs.15,11,646/- bbox=[1261, 1728, 1334, 1741]
ticketing-headline: ଡିଜିଟାଲ ଟିକେଟିଂରେ ଖୋର୍ଦ୍ଧାରୋଡ୍ ରେଳମଣ୍ଡଳ ଆଗୁଆ bbox=[211, 691, 700, 781]
table-cell: Name and Address of the Office bbox=[750, 1779, 909, 1806]
detail-label: 7. Date & Time of availability of bid documents in the Portal bbox=[14, 1755, 172, 1780]
ad-signatory: Sd./- Secretary, Board of Revenue, bbox=[872, 2456, 1048, 2469]
detail-label: 4. Bid Identification No. bbox=[1091, 1715, 1196, 1727]
cmyk-marks bbox=[1061, 2550, 1154, 2573]
tender-detail-row bbox=[1091, 1742, 1428, 1756]
ad-signatory-office: Mechanical Circle, Bhubaneswar bbox=[1254, 1949, 1428, 1962]
ad-number: No.RR-22 bbox=[1387, 1984, 1428, 1995]
detail-label: 1. Name of the Work bbox=[14, 1648, 108, 1661]
ad-paragraph: The detailed programme of the examination schedule (both Written & Viva-Voce) will be notified later on. bbox=[734, 2218, 1067, 2241]
detail-label: 10.Name of the Officer Inviting Bid bbox=[373, 1847, 529, 1860]
detail-value: : SSI Units registered under DIC/ NSIC/ MSME for Irrigation Shutters/ Hydro mechanical gates. bbox=[1261, 1675, 1424, 1714]
ad-oipr: OIPR-32405/11/0095/2526 bbox=[1091, 1949, 1213, 1962]
detail-value: : ACEM/MDB-40/2025-26 bbox=[1261, 1715, 1378, 1727]
tender-detail-row bbox=[14, 1715, 349, 1728]
headline: ତାଲିମ ନେଲେ ପ୍ରଧାନ ଶିକ୍ଷୟିତ୍ରୀ ଶିକ୍ଷକ bbox=[1069, 631, 1309, 697]
column-header: ମୂଲ୍ୟ bbox=[1296, 2354, 1325, 2402]
bda-notice-ad bbox=[4, 1977, 359, 2420]
ad-email: Email Address: semechcircle104@gmail.com bbox=[71, 1599, 292, 1611]
detail-value: : dt.22.10.2025 (upto 5.30 PM) bbox=[1261, 1781, 1401, 1794]
ad-phone: Phone:06852-252714 bbox=[599, 2316, 710, 2328]
ad-department: GOVERNMENT OF ODISHA, DEPARTMENT OF WATER RESOURCES bbox=[380, 1535, 702, 1566]
ad-bid-id: Bid Identification No.ACEM/MDB-36/2025-26 bbox=[63, 1635, 300, 1647]
gray-swatch bbox=[124, 2552, 155, 2571]
detail-value: : Addl. Chief Engineer, Mechanical Circle, Bhubaneswar bbox=[1261, 1847, 1418, 1874]
ad-signatory: ସ୍ୱା./– ଆବଣ୍ଟନ ଅଧିକାରୀ–୧ bbox=[238, 2385, 349, 2397]
table-row bbox=[735, 1626, 1067, 1653]
ad-signatory: ସ୍ୱା./–ନିର୍ଦ୍ଦେଶକ bbox=[1336, 2430, 1392, 2440]
lead-body-continued: ଭୁବନେଶ୍ୱରରେ ଆଇନଜୀବୀ ପୀତବାସ ପଣ୍ଡାଙ୍କ ହତ୍ୟା ଘଟଣାରେ ରାଜ୍ୟ ଆଇନଜୀବୀ ମହଲରେ ଅସନ୍ତୋଷ ଦେଖାଦେଇଛି। ଏହି ହତ୍ୟାକାଣ୍ଡକୁ ନିନ୍ଦା କରି ବୁଧବାର ଖୋର୍ଦ୍ଧା ଜିଲ୍ଲା ଓକିଲ ସଂଘ ପକ୍ଷରୁ କଲମଛାଡ଼ ଆନ୍ଦୋଳନ କରାଯାଇଥିଲା। ପୂର୍ବାହ୍ନରେ ସଂଘ ଘରରେ ଏକ ସଭା ଆୟୋଜିତ ହୋଇ ଆଇନଜୀବୀଙ୍କ ସୁରକ୍ଷା ନେଇ ଆଲୋଚନା କରାଯାଇଥିଲା। ହତ୍ୟାକାରୀଙ୍କୁ ତୁରନ୍ତ ଗିରଫ କରି କଠୋର ଦଣ୍ଡ ଦେବା ସହ ମୃତକଙ୍କ ପରିବାରକୁ ଉପଯୁକ୍ତ କ୍ଷତିପୂରଣ ଦେବାକୁ ଦାବି କରାଯାଇଛି। ସଂଘ ସଭାପତି, ସମ୍ପାଦକ ସମେତ ବରିଷ୍ଠ ଆଇନଜୀବୀମାନେ ଏଥିରେ ଯୋଗଦେଇ ଆଇନଜୀବୀ ସୁରକ୍ଷା ଆଇନ ପ୍ରଣୟନ ପାଇଁ ସରକାରଙ୍କୁ ଦାବି କରିଥିଲେ। ଏହି ଆନ୍ଦୋଳନ ଯୋଗୁଁ କୋର୍ଟର କାର୍ଯ୍ୟ ପ୍ରଭାବିତ ହୋଇଥିଲା। bbox=[430, 545, 1058, 675]
dateline: ଟାଙ୍ଗୀ,୮।୧୦(ରଘୁନାଥ ସାହୁ) bbox=[363, 1314, 504, 1329]
detail-label: 7. Date & Time of availability of bid documents in the Portal bbox=[1091, 1755, 1249, 1780]
table-cell: Office of the Divisional Forest Officer, Puri (WL) Division, Puri bbox=[908, 1779, 1067, 1806]
ad-signatory-office: ହରେକୃଷ୍ଣ ମହତାବ ରାଜ୍ୟ ଗ୍ରନ୍ଥାଗାର bbox=[1300, 2442, 1428, 2453]
detail-label: 3. Category of executors bbox=[14, 1675, 126, 1687]
tender-detail-row bbox=[1091, 1848, 1428, 1875]
ad-subtitle: ସୂଚନା bbox=[149, 2074, 191, 2102]
headline: ଆଇନଜୀବୀଙ୍କ କାର୍ଯ୍ୟବନ୍ଦ bbox=[6, 502, 143, 560]
yellow-dot bbox=[336, 2550, 355, 2569]
column-header: ଲେଖକ bbox=[1149, 2354, 1179, 2402]
ad-ref: No.3282/NTEP/NHM/KPT bbox=[373, 2330, 503, 2343]
detail-value: : Addl. Chief Engineer, Mechanical Circle, Bhubaneswar bbox=[183, 1847, 340, 1874]
